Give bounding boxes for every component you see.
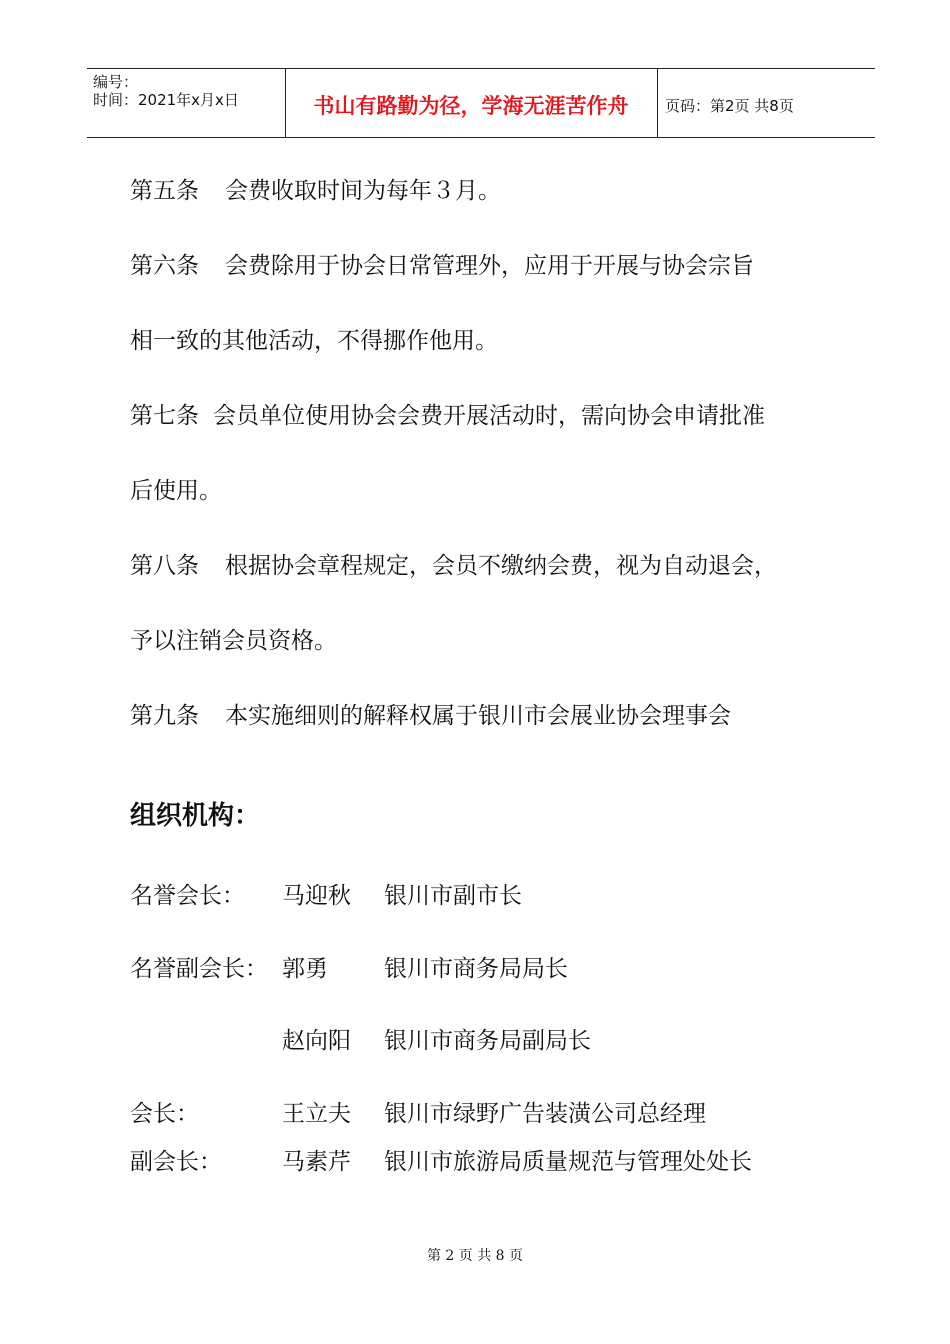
header-divider — [657, 69, 658, 137]
org-role: 名誉会长： — [130, 883, 245, 909]
org-post: 银川市商务局副局长 — [384, 1028, 591, 1054]
article-number: 第八条 — [130, 553, 199, 579]
page-footer: 第 2 页 共 8 页 — [426, 1248, 524, 1264]
article-text: 根据协会章程规定，会员不缴纳会费，视为自动退会， — [225, 553, 777, 579]
article-line — [130, 322, 498, 355]
org-person: 马迎秋 — [282, 883, 351, 909]
org-person: 马素芹 — [282, 1149, 351, 1175]
article-line — [130, 397, 765, 430]
article-text: 本实施细则的解释权属于银川市会展业协会理事会 — [225, 703, 731, 729]
article-line — [130, 247, 754, 280]
org-post: 银川市商务局局长 — [384, 956, 568, 982]
article-line — [130, 547, 777, 580]
article-line — [130, 622, 337, 655]
page-header — [87, 68, 875, 138]
section-title: 组织机构： — [130, 801, 261, 831]
org-person: 赵向阳 — [282, 1028, 351, 1054]
article-text: 相一致的其他活动，不得挪作他用。 — [130, 328, 498, 354]
article-line — [130, 697, 731, 730]
article-text: 后使用。 — [130, 478, 222, 504]
article-text: 予以注销会员资格。 — [130, 628, 337, 654]
header-motto: 书山有路勤为径，学海无涯苦作舟 — [313, 94, 629, 118]
article-number: 第五条 — [130, 178, 199, 204]
org-post: 银川市绿野广告装潢公司总经理 — [384, 1101, 706, 1127]
org-person: 王立夫 — [282, 1101, 351, 1127]
article-line — [130, 172, 501, 205]
article-line — [130, 472, 222, 505]
document-number-label: 编号： — [93, 73, 139, 91]
article-text: 会员单位使用协会会费开展活动时，需向协会申请批准 — [213, 403, 765, 429]
org-person: 郭勇 — [282, 956, 328, 982]
org-post: 银川市旅游局质量规范与管理处处长 — [384, 1149, 752, 1175]
article-number: 第六条 — [130, 253, 199, 279]
document-time-label: 时间：2021年x月x日 — [93, 91, 239, 109]
org-role: 名誉副会长： — [130, 956, 268, 982]
article-number: 第九条 — [130, 703, 199, 729]
org-post: 银川市副市长 — [384, 883, 522, 909]
header-info — [93, 73, 283, 109]
header-page-number: 页码：第2页 共8页 — [665, 96, 794, 115]
org-role: 会长： — [130, 1101, 199, 1127]
org-role: 副会长： — [130, 1149, 222, 1175]
article-number: 第七条 — [130, 403, 199, 429]
article-text: 会费除用于协会日常管理外，应用于开展与协会宗旨 — [225, 253, 754, 279]
article-text: 会费收取时间为每年３月。 — [225, 178, 501, 204]
